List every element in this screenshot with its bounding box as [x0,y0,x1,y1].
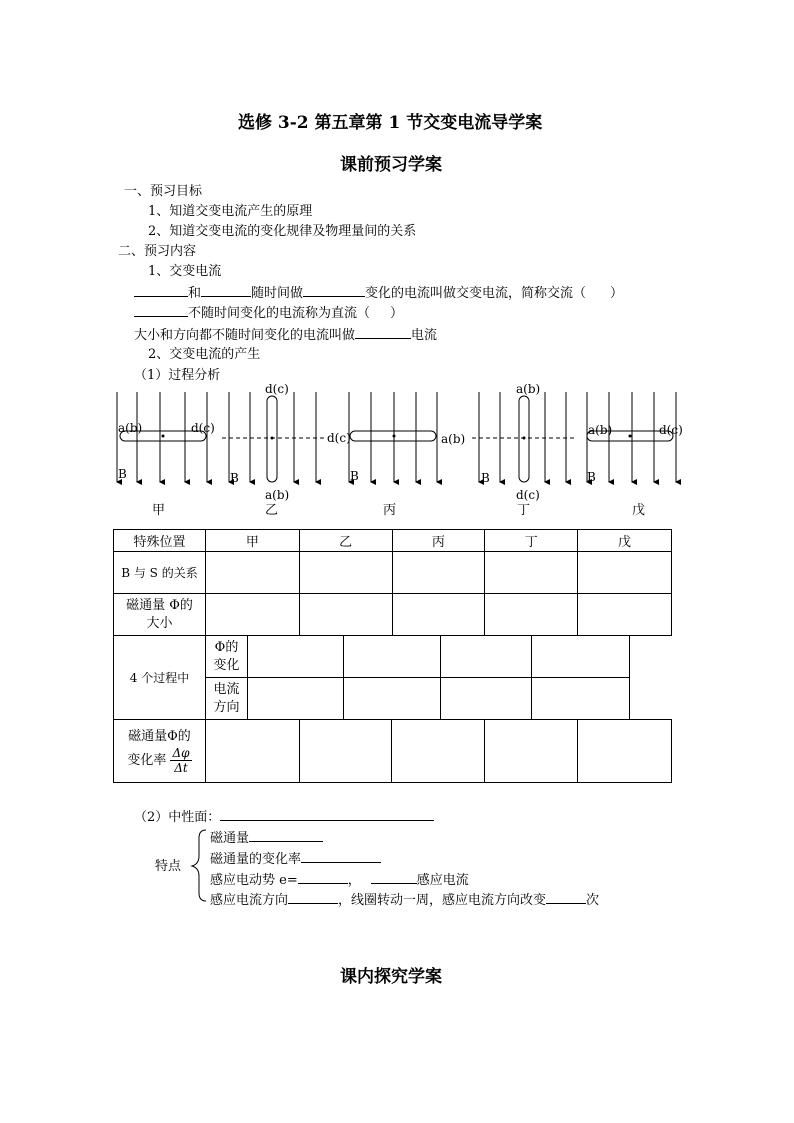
position-name-bing: 丙 [383,503,397,518]
content-item-process: （1）过程分析 [134,368,221,383]
content-item-generation: 2、交变电流的产生 [148,347,261,362]
goal-item-1: 1、知道交变电流产生的原理 [148,204,313,219]
label-a-b: a(b) [265,488,290,502]
label-d-c: d(c) [265,382,289,396]
label-d-c: d(c) [516,488,540,502]
heading-preview-goals: 一、预习目标 [124,184,203,199]
content-item-ac: 1、交变电流 [148,264,222,279]
label-a-b: a(b) [118,421,143,435]
label-B: B [230,471,239,485]
table-header: 丁 [485,530,578,552]
row-label-flux-rate: 磁通量Φ的 变化率 $\frac{\Delta\varphi}{\Delta t}$ [114,720,206,783]
heading-preview-content: 二、预习内容 [118,244,197,259]
position-name-yi: 乙 [265,503,279,518]
label-a-b: a(b) [441,432,466,446]
table-header: 丙 [392,530,485,552]
feature-flux: 磁通量 [210,829,323,847]
row-label-flux-change: Φ的变化 [206,636,248,678]
answer-blank[interactable] [301,850,381,863]
label-B: B [350,469,359,483]
features-label: 特点 [155,859,182,874]
row-label-flux-magnitude: 磁通量 Φ的大小 [114,594,206,636]
table-header: 特殊位置 [114,530,206,552]
neutral-plane-line: （2）中性面： [134,808,434,826]
document-title: 选修 3-2 第五章第 1 节交变电流导学案 [238,113,543,133]
label-B: B [481,471,490,485]
table-header: 戊 [578,530,672,552]
table-header: 乙 [299,530,392,552]
row-label-four-processes: 4 个过程中 [114,636,206,720]
answer-blank[interactable] [288,891,338,904]
table-header: 甲 [205,530,299,552]
feature-flux-rate: 磁通量的变化率 [210,850,381,868]
section-heading-preview: 课前预习学案 [340,155,442,175]
position-name-jia: 甲 [152,503,166,518]
label-a-b: a(b) [516,382,541,396]
answer-blank[interactable] [298,871,348,884]
position-name-ding: 丁 [517,503,531,518]
row-label-current-direction: 电流方向 [206,678,248,720]
row-label-b-s-relation: B 与 S 的关系 [114,552,206,594]
feature-current-direction: 感应电流方向 ，线圈转动一周，感应电流方向改变 次 [210,893,600,908]
label-B: B [118,467,127,481]
fill-line-steady-current: 大小和方向都不随时间变化的电流叫做 电流 [134,328,438,343]
label-d-c: d(c) [659,423,683,437]
position-name-wu: 戊 [632,503,646,518]
section-heading-inclass: 课内探究学案 [340,967,442,987]
goal-item-2: 2、知道交变电流的变化规律及物理量间的关系 [148,224,417,239]
feature-emf: 感应电动势 e= ， 感应电流 [210,873,469,888]
label-B: B [587,470,596,484]
answer-blank[interactable] [546,891,586,904]
fill-line-dc-definition: 不随时间变化的电流称为直流（ ） [134,304,403,322]
delta-phi-over-delta-t: $\frac{\Delta\varphi}{\Delta t}$ [172,745,190,775]
label-a-b: a(b) [588,423,613,437]
label-d-c: d(c) [327,431,351,445]
fill-line-ac-definition: 和 随时间做 变化的电流叫做交变电流，简称交流（ ） [134,284,623,302]
answer-blank[interactable] [249,829,323,842]
label-d-c: d(c) [191,421,215,435]
answer-blank[interactable] [371,871,417,884]
